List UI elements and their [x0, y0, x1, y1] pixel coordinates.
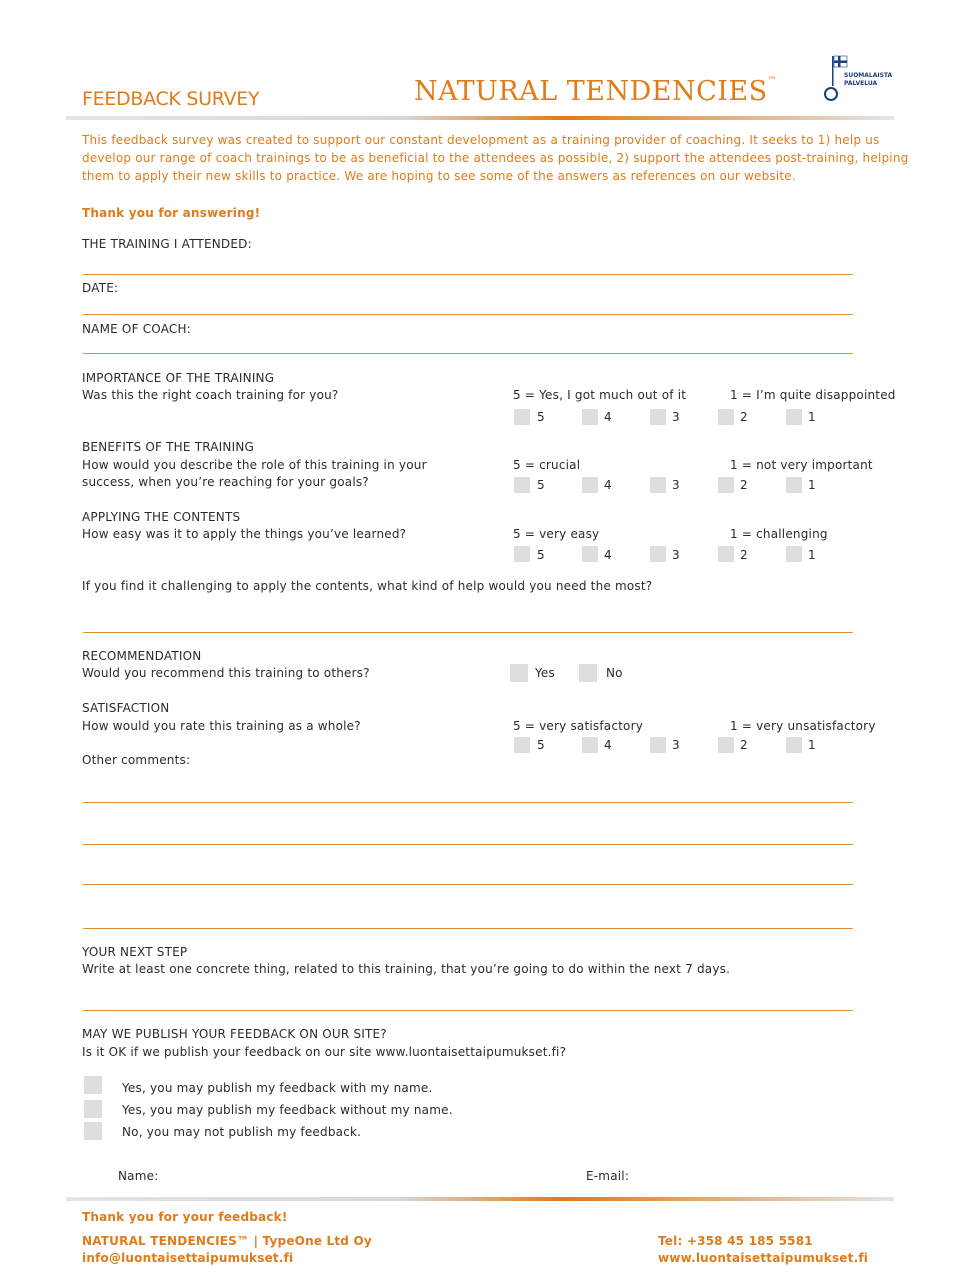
- q1-checkbox-1[interactable]: [786, 409, 802, 425]
- q1-scale-high: 5 = Yes, I got much out of it: [513, 388, 687, 402]
- q3-scale-low: 1 = challenging: [730, 527, 828, 541]
- q2-option-5: 5: [537, 478, 545, 492]
- q1-checkbox-5[interactable]: [514, 409, 530, 425]
- comments-line-2[interactable]: [83, 844, 853, 845]
- q3-option-3: 3: [672, 548, 680, 562]
- recommend-question: Would you recommend this training to others?: [82, 666, 370, 680]
- footer-company: NATURAL TENDENCIES™ | TypeOne Ltd Oy: [82, 1234, 372, 1248]
- q1-heading: IMPORTANCE OF THE TRAINING: [82, 371, 275, 385]
- q2-option-1: 1: [808, 478, 816, 492]
- satisfaction-scale-high: 5 = very satisfactory: [513, 719, 644, 733]
- satisfaction-checkbox-4[interactable]: [582, 737, 598, 753]
- footer-divider: [66, 1197, 894, 1201]
- training-input-line[interactable]: [83, 274, 853, 275]
- satisfaction-option-3: 3: [672, 738, 680, 752]
- publish-option-1-label: Yes, you may publish my feedback with my name.: [122, 1081, 433, 1095]
- q2-option-4: 4: [604, 478, 612, 492]
- date-label: DATE:: [82, 281, 119, 295]
- q1-checkbox-4[interactable]: [582, 409, 598, 425]
- publish-question: Is it OK if we publish your feedback on our site www.luontaisettaipumukset.fi?: [82, 1045, 567, 1059]
- q3-question: How easy was it to apply the things you’ve learned?: [82, 527, 407, 541]
- q3-option-4: 4: [604, 548, 612, 562]
- coach-input-line[interactable]: [83, 353, 853, 354]
- recommend-no-label: No: [606, 666, 623, 680]
- finnish-service-badge: [822, 54, 892, 104]
- coach-label: NAME OF COACH:: [82, 322, 191, 336]
- q1-scale-low: 1 = I’m quite disappointed: [730, 388, 896, 402]
- intro-line-1: This feedback survey was created to support our constant development as a training provider of coaching. It seeks to 1) help us: [82, 133, 880, 147]
- satisfaction-option-5: 5: [537, 738, 545, 752]
- satisfaction-option-2: 2: [740, 738, 748, 752]
- q1-option-2: 2: [740, 410, 748, 424]
- q3-checkbox-5[interactable]: [514, 546, 530, 562]
- q1-question: Was this the right coach training for you?: [82, 388, 339, 402]
- satisfaction-checkbox-1[interactable]: [786, 737, 802, 753]
- q1-option-3: 3: [672, 410, 680, 424]
- date-input-line[interactable]: [83, 314, 853, 315]
- satisfaction-question: How would you rate this training as a whole?: [82, 719, 361, 733]
- q3-option-1: 1: [808, 548, 816, 562]
- next-step-text: Write at least one concrete thing, related to this training, that you’re going to do within the next 7 days.: [82, 962, 731, 976]
- q1-option-4: 4: [604, 410, 612, 424]
- recommend-yes-checkbox[interactable]: [510, 664, 528, 682]
- satisfaction-checkbox-5[interactable]: [514, 737, 530, 753]
- publish-option-3-checkbox[interactable]: [84, 1122, 102, 1140]
- recommend-yes-label: Yes: [535, 666, 555, 680]
- footer-thanks: Thank you for your feedback!: [82, 1210, 288, 1224]
- help-input-line[interactable]: [83, 632, 853, 633]
- satisfaction-option-4: 4: [604, 738, 612, 752]
- footer-email[interactable]: info@luontaisettaipumukset.fi: [82, 1251, 294, 1265]
- q2-question-line-1: How would you describe the role of this training in your: [82, 458, 427, 472]
- publish-option-1-checkbox[interactable]: [84, 1076, 102, 1094]
- publish-heading: MAY WE PUBLISH YOUR FEEDBACK ON OUR SITE?: [82, 1027, 387, 1041]
- q3-scale-high: 5 = very easy: [513, 527, 600, 541]
- publish-option-3-label: No, you may not publish my feedback.: [122, 1125, 362, 1139]
- comments-line-1[interactable]: [83, 802, 853, 803]
- intro-line-3: them to apply their new skills to practice. We are hoping to see some of the answers as references on our website.: [82, 169, 796, 183]
- q2-scale-high: 5 = crucial: [513, 458, 581, 472]
- comments-line-3[interactable]: [83, 884, 853, 885]
- intro-thanks: Thank you for answering!: [82, 206, 261, 220]
- publish-option-2-checkbox[interactable]: [84, 1100, 102, 1118]
- q2-checkbox-1[interactable]: [786, 477, 802, 493]
- q2-question-line-2: success, when you’re reaching for your goals?: [82, 475, 369, 489]
- brand-name: NATURAL TENDENCIES: [414, 76, 768, 107]
- q3-checkbox-1[interactable]: [786, 546, 802, 562]
- q1-option-5: 5: [537, 410, 545, 424]
- satisfaction-checkbox-2[interactable]: [718, 737, 734, 753]
- email-label: E-mail:: [586, 1169, 630, 1183]
- q3-option-2: 2: [740, 548, 748, 562]
- satisfaction-checkbox-3[interactable]: [650, 737, 666, 753]
- q1-option-1: 1: [808, 410, 816, 424]
- header-divider: [66, 116, 894, 120]
- training-label: THE TRAINING I ATTENDED:: [82, 237, 252, 251]
- recommend-no-checkbox[interactable]: [579, 664, 597, 682]
- help-question: If you find it challenging to apply the contents, what kind of help would you need the most?: [82, 579, 653, 593]
- satisfaction-scale-low: 1 = very unsatisfactory: [730, 719, 876, 733]
- publish-option-2-label: Yes, you may publish my feedback without my name.: [122, 1103, 453, 1117]
- recommend-heading: RECOMMENDATION: [82, 649, 202, 663]
- brand-logo: [414, 76, 777, 107]
- next-step-heading: YOUR NEXT STEP: [82, 945, 188, 959]
- footer-phone[interactable]: Tel: +358 45 185 5581: [658, 1234, 813, 1248]
- q1-checkbox-3[interactable]: [650, 409, 666, 425]
- q3-checkbox-3[interactable]: [650, 546, 666, 562]
- next-step-input-line[interactable]: [83, 1010, 853, 1011]
- trademark: ™: [767, 76, 778, 86]
- q3-checkbox-4[interactable]: [582, 546, 598, 562]
- q2-checkbox-2[interactable]: [718, 477, 734, 493]
- q2-option-2: 2: [740, 478, 748, 492]
- q2-scale-low: 1 = not very important: [730, 458, 873, 472]
- satisfaction-heading: SATISFACTION: [82, 701, 170, 715]
- q2-heading: BENEFITS OF THE TRAINING: [82, 440, 255, 454]
- q1-checkbox-2[interactable]: [718, 409, 734, 425]
- comments-line-4[interactable]: [83, 928, 853, 929]
- q2-option-3: 3: [672, 478, 680, 492]
- badge-text: SUOMALAISTA PALVELUA: [844, 72, 893, 87]
- q2-checkbox-5[interactable]: [514, 477, 530, 493]
- q2-checkbox-3[interactable]: [650, 477, 666, 493]
- footer-website[interactable]: www.luontaisettaipumukset.fi: [658, 1251, 869, 1265]
- page-title: FEEDBACK SURVEY: [82, 88, 260, 110]
- q3-checkbox-2[interactable]: [718, 546, 734, 562]
- name-label: Name:: [118, 1169, 159, 1183]
- q3-option-5: 5: [537, 548, 545, 562]
- satisfaction-option-1: 1: [808, 738, 816, 752]
- q3-heading: APPLYING THE CONTENTS: [82, 510, 241, 524]
- intro-line-2: develop our range of coach trainings to be as beneficial to the attendees as possible, 2) support the attendees post-training, helping: [82, 151, 909, 165]
- q2-checkbox-4[interactable]: [582, 477, 598, 493]
- other-comments-label: Other comments:: [82, 753, 191, 767]
